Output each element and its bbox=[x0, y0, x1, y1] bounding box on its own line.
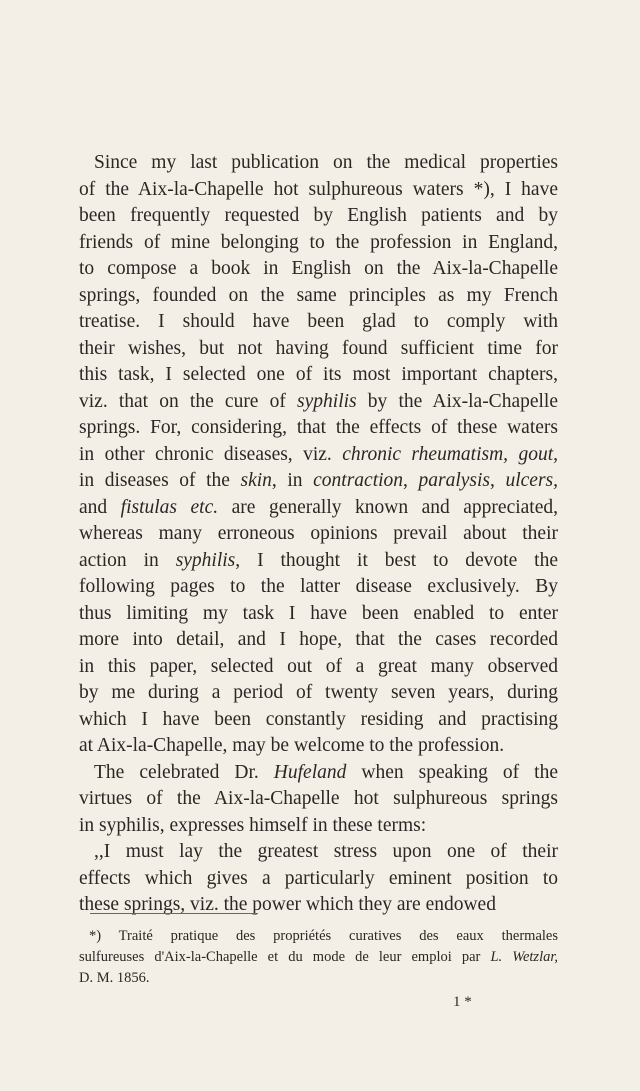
text-line bbox=[79, 362, 558, 389]
text-segment: in diseases of the bbox=[79, 470, 241, 491]
text-line bbox=[79, 968, 558, 989]
italic-text: syphilis bbox=[175, 549, 236, 571]
text-segment: by the Aix-la-Chapelle bbox=[356, 390, 558, 412]
printer-signature: 1 * bbox=[453, 994, 472, 1010]
text-segment: this task, I selected one of its most important chapters, bbox=[79, 364, 558, 385]
text-segment: viz. that on the cure of bbox=[79, 390, 298, 412]
text-line bbox=[79, 574, 558, 601]
italic-text: fistulas etc. bbox=[120, 496, 219, 518]
text-segment: The celebrated Dr. bbox=[94, 761, 274, 783]
text-segment: of the Aix-la-Chapelle hot sulphureous waters *), I have bbox=[79, 178, 558, 200]
text-segment: and bbox=[79, 496, 121, 518]
text-segment: are generally known and appreciated, bbox=[218, 496, 558, 518]
italic-text: syphilis bbox=[297, 390, 357, 412]
footnote-rule bbox=[90, 913, 258, 914]
text-segment: at Aix-la-Chapelle, may be welcome to the profession. bbox=[79, 735, 505, 756]
text-line bbox=[79, 495, 558, 522]
text-segment: in syphilis, expresses himself in these terms: bbox=[79, 814, 427, 836]
text-line bbox=[79, 760, 558, 787]
text-segment: sulfureuses d'Aix-la-Chapelle et du mode de leur emploi par bbox=[79, 949, 491, 965]
text-line bbox=[79, 680, 558, 707]
text-line bbox=[79, 733, 558, 760]
text-segment: , bbox=[490, 470, 506, 491]
text-segment: springs, founded on the same principles as my French bbox=[79, 284, 558, 306]
paragraph-3 bbox=[79, 839, 558, 919]
italic-text: L. Wetzlar, bbox=[490, 949, 559, 965]
italic-text: paralysis bbox=[418, 470, 491, 491]
text-line bbox=[79, 926, 558, 947]
text-line bbox=[79, 947, 558, 968]
text-line bbox=[79, 256, 558, 283]
text-line bbox=[79, 548, 558, 575]
text-segment: more into detail, and I hope, that the cases recorded bbox=[79, 629, 558, 650]
text-line bbox=[79, 521, 558, 548]
text-segment: , bbox=[403, 470, 419, 491]
body-text bbox=[79, 150, 558, 919]
paragraph-2 bbox=[79, 760, 558, 840]
text-segment: by me during a period of twenty seven years, during bbox=[79, 682, 558, 703]
italic-text: skin bbox=[240, 470, 272, 491]
text-segment: , in bbox=[271, 470, 314, 491]
italic-text: Hufeland bbox=[273, 761, 347, 783]
text-segment: treatise. I should have been glad to comply with bbox=[79, 311, 558, 332]
text-line bbox=[79, 283, 558, 310]
text-line bbox=[79, 415, 558, 442]
footnote bbox=[79, 926, 558, 989]
text-segment: been frequently requested by English patients and by bbox=[79, 205, 558, 226]
text-line bbox=[79, 654, 558, 681]
text-line bbox=[79, 866, 558, 893]
italic-text: chronic rheumatism, gout, bbox=[342, 443, 558, 465]
text-segment: which I have been constantly residing and practising bbox=[79, 708, 558, 730]
italic-text: ulcers, bbox=[505, 470, 559, 491]
text-segment: action in bbox=[79, 549, 176, 571]
text-segment: virtues of the Aix-la-Chapelle hot sulphureous springs bbox=[79, 788, 558, 809]
text-segment: effects which gives a particularly eminent position to bbox=[79, 867, 558, 889]
text-segment: whereas many erroneous opinions prevail about their bbox=[79, 523, 558, 544]
text-line bbox=[79, 601, 558, 628]
text-line bbox=[79, 813, 558, 840]
text-segment: these springs, viz. the power which they are endowed bbox=[79, 894, 496, 915]
text-segment: following pages to the latter disease exclusively. By bbox=[79, 576, 558, 597]
text-segment: Since my last publication on the medical properties bbox=[94, 152, 558, 173]
text-segment: , I thought it best to devote the bbox=[235, 549, 558, 571]
text-segment: in this paper, selected out of a great many observed bbox=[79, 655, 558, 677]
italic-text: contraction bbox=[313, 470, 404, 491]
text-segment: their wishes, but not having found sufficient time for bbox=[79, 337, 558, 359]
text-line bbox=[79, 892, 558, 919]
text-line bbox=[79, 203, 558, 230]
text-segment: D. M. 1856. bbox=[79, 970, 150, 986]
text-line bbox=[79, 442, 558, 469]
text-line bbox=[79, 468, 558, 495]
text-line bbox=[79, 309, 558, 336]
text-segment: *) Traité pratique des propriétés curatives des eaux thermales bbox=[89, 928, 558, 944]
text-line bbox=[79, 150, 558, 177]
text-segment: in other chronic diseases, viz. bbox=[79, 443, 343, 465]
text-line bbox=[79, 627, 558, 654]
text-segment: friends of mine belonging to the profession in England, bbox=[79, 231, 558, 253]
text-line bbox=[79, 177, 558, 204]
text-segment: springs. For, considering, that the effects of these waters bbox=[79, 417, 558, 438]
text-line bbox=[79, 336, 558, 363]
text-segment: thus limiting my task I have been enabled to enter bbox=[79, 602, 558, 624]
text-line bbox=[79, 839, 558, 866]
text-line bbox=[79, 707, 558, 734]
text-segment: when speaking of the bbox=[346, 761, 558, 783]
text-line bbox=[79, 230, 558, 257]
text-segment: to compose a book in English on the Aix-la-Chapelle bbox=[79, 258, 558, 279]
text-segment: ,,I must lay the greatest stress upon one of their bbox=[94, 841, 558, 862]
paragraph-1 bbox=[79, 150, 558, 760]
text-line bbox=[79, 786, 558, 813]
text-line bbox=[79, 389, 558, 416]
